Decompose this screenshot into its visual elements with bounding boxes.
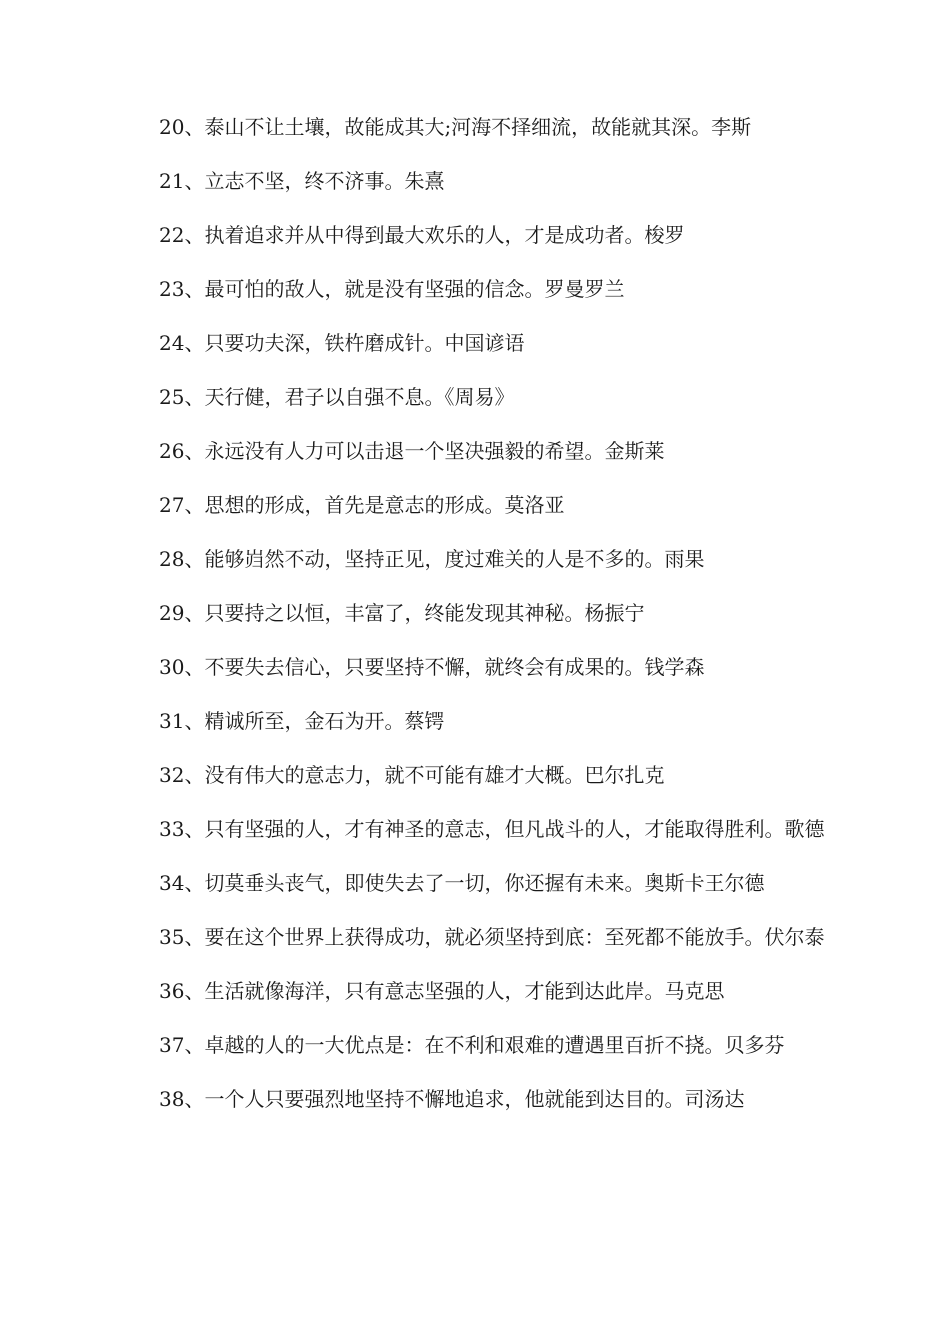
quote-paragraph: 29、只要持之以恒，丰富了，终能发现其神秘。杨振宁: [159, 601, 645, 625]
quote-paragraph: 37、卓越的人的一大优点是：在不利和艰难的遭遇里百折不挠。贝多芬: [159, 1033, 785, 1057]
quote-paragraph: 24、只要功夫深，铁杵磨成针。中国谚语: [159, 331, 525, 355]
quote-paragraph: 26、永远没有人力可以击退一个坚决强毅的希望。金斯莱: [159, 439, 665, 463]
quote-paragraph: 30、不要失去信心，只要坚持不懈，就终会有成果的。钱学森: [159, 655, 705, 679]
quote-paragraph: 28、能够岿然不动，坚持正见，度过难关的人是不多的。雨果: [159, 547, 705, 571]
quote-paragraph: 38、一个人只要强烈地坚持不懈地追求，他就能到达目的。司汤达: [159, 1087, 745, 1111]
document-body: [115, 108, 835, 1134]
quote-paragraph: 21、立志不坚，终不济事。朱熹: [159, 169, 445, 193]
quote-paragraph: 36、生活就像海洋，只有意志坚强的人，才能到达此岸。马克思: [159, 979, 725, 1003]
quote-paragraph: 20、泰山不让土壤，故能成其大;河海不择细流，故能就其深。李斯: [159, 115, 752, 139]
quote-paragraph: 23、最可怕的敌人，就是没有坚强的信念。罗曼罗兰: [159, 277, 625, 301]
quote-paragraph: 33、只有坚强的人，才有神圣的意志，但凡战斗的人，才能取得胜利。歌德: [159, 817, 825, 841]
quote-paragraph: 35、要在这个世界上获得成功，就必须坚持到底：至死都不能放手。伏尔泰: [159, 925, 825, 949]
quote-paragraph: 22、执着追求并从中得到最大欢乐的人，才是成功者。梭罗: [159, 223, 685, 247]
quote-paragraph: 32、没有伟大的意志力，就不可能有雄才大概。巴尔扎克: [159, 763, 665, 787]
quote-paragraph: 27、思想的形成，首先是意志的形成。莫洛亚: [159, 493, 565, 517]
quote-paragraph: 31、精诚所至，金石为开。蔡锷: [159, 709, 445, 733]
quote-paragraph: 34、切莫垂头丧气，即使失去了一切，你还握有未来。奥斯卡王尔德: [159, 871, 765, 895]
quote-paragraph: 25、天行健，君子以自强不息。《周易》: [159, 385, 515, 409]
